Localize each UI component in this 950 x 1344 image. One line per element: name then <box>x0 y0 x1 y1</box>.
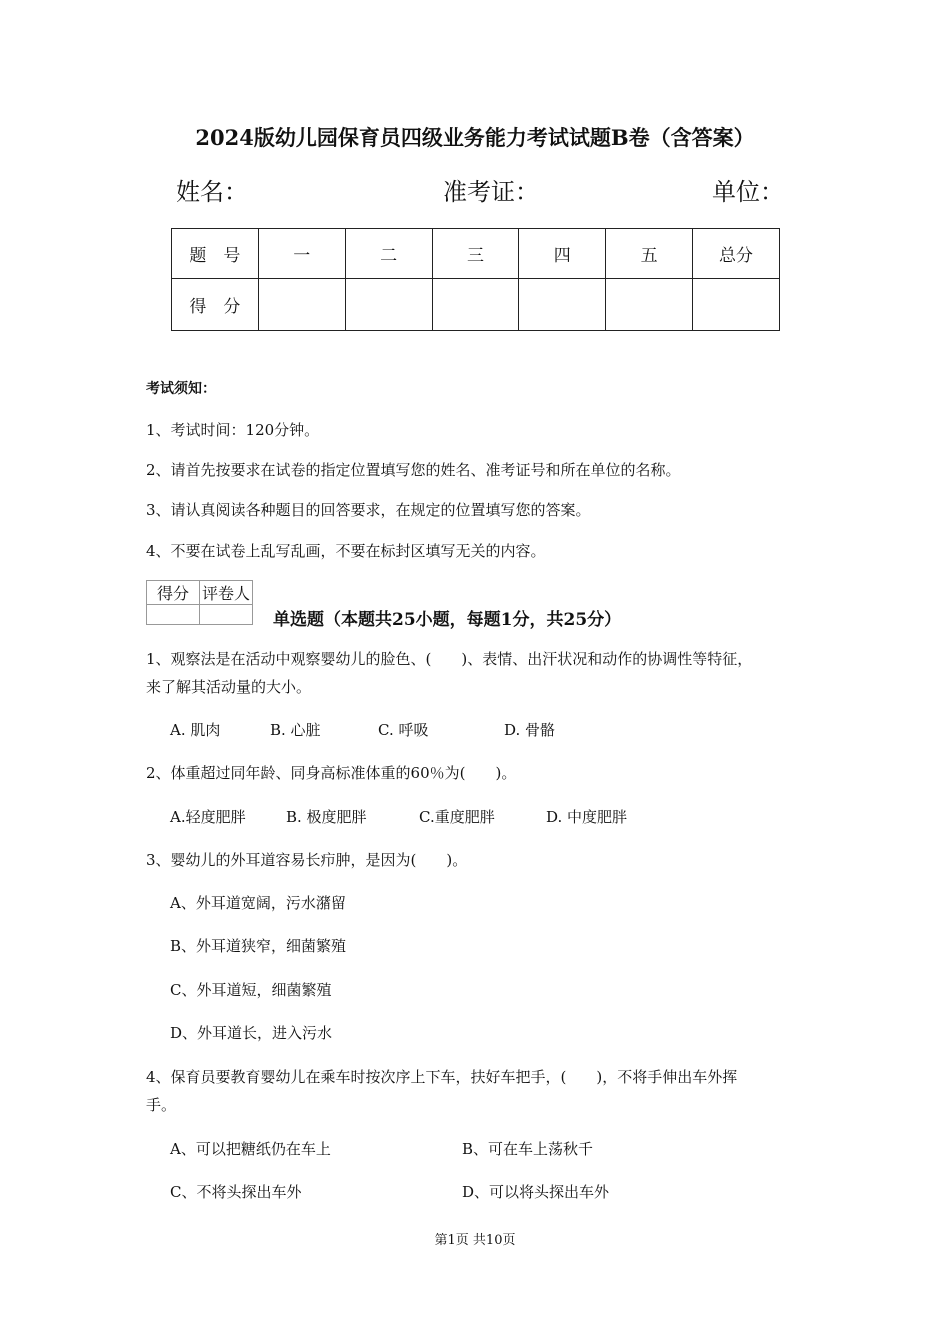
score-table-cell <box>519 279 606 331</box>
notice-title: 考试须知： <box>146 381 216 397</box>
option: A.轻度肥胖 <box>170 808 246 826</box>
document-title: 2024版幼儿园保育员四级业务能力考试试题B卷（含答案） <box>195 125 755 150</box>
option: A. 肌肉 <box>170 721 221 739</box>
notice-item: 2、请首先按要求在试卷的指定位置填写您的姓名、准考证号和所在单位的名称。 <box>146 461 681 479</box>
score-table <box>171 228 780 331</box>
score-table-header-row <box>172 229 780 279</box>
question-text: 4、保育员要教育婴幼儿在乘车时按次序上下车，扶好车把手，( )，不将手伸出车外挥 <box>146 1068 738 1086</box>
option: B、可在车上荡秋千 <box>462 1140 594 1158</box>
grader-box-score-label: 得分 <box>147 581 200 605</box>
score-table-cell: 二 <box>345 229 432 279</box>
option: C、不将头探出车外 <box>170 1183 302 1201</box>
score-table-score-row <box>172 279 780 331</box>
option: D. 骨骼 <box>504 721 556 739</box>
grader-box-grader-label: 评卷人 <box>200 581 253 605</box>
option: C、外耳道短，细菌繁殖 <box>170 981 332 999</box>
option: A、可以把糖纸仍在车上 <box>170 1140 331 1158</box>
score-table-cell: 一 <box>258 229 345 279</box>
score-table-cell <box>345 279 432 331</box>
section-title: 单选题（本题共25小题，每题1分，共25分） <box>273 610 622 630</box>
question-text: 2、体重超过同年龄、同身高标准体重的60％为( )。 <box>146 764 517 782</box>
option: D. 中度肥胖 <box>546 808 628 826</box>
question-text-continued: 手。 <box>146 1096 177 1114</box>
score-table-cell: 题 号 <box>172 229 259 279</box>
option: B. 心脏 <box>270 721 321 739</box>
score-table-cell: 四 <box>519 229 606 279</box>
option: B、外耳道狭窄，细菌繁殖 <box>170 937 347 955</box>
question-text-continued: 来了解其活动量的大小。 <box>146 678 312 696</box>
name-field-label: 姓名： <box>176 178 248 206</box>
score-table-cell: 三 <box>432 229 519 279</box>
grader-box-grader-cell <box>200 605 253 625</box>
grader-box-score-cell <box>147 605 200 625</box>
score-table-cell: 总分 <box>693 229 780 279</box>
question-text: 3、婴幼儿的外耳道容易长疖肿，是因为( )。 <box>146 851 468 869</box>
option: D、外耳道长，进入污水 <box>170 1024 333 1042</box>
score-table-cell: 五 <box>606 229 693 279</box>
option: C. 呼吸 <box>378 721 429 739</box>
exam-id-field-label: 准考证： <box>443 178 539 206</box>
unit-field-label: 单位： <box>712 178 784 206</box>
notice-item: 4、不要在试卷上乱写乱画，不要在标封区填写无关的内容。 <box>146 542 546 560</box>
score-table-cell: 得 分 <box>172 279 259 331</box>
score-table-cell <box>693 279 780 331</box>
notice-item: 3、请认真阅读各种题目的回答要求，在规定的位置填写您的答案。 <box>146 501 591 519</box>
option: C.重度肥胖 <box>419 808 495 826</box>
option: A、外耳道宽阔，污水潴留 <box>170 894 346 912</box>
score-table-cell <box>606 279 693 331</box>
question-text: 1、观察法是在活动中观察婴幼儿的脸色、( )、表情、出汗状况和动作的协调性等特征， <box>146 650 753 668</box>
score-table-cell <box>432 279 519 331</box>
notice-item: 1、考试时间：120分钟。 <box>146 421 320 439</box>
option: B. 极度肥胖 <box>286 808 367 826</box>
page-footer: 第1页 共10页 <box>434 1233 516 1248</box>
grader-box <box>146 580 253 625</box>
score-table-cell <box>258 279 345 331</box>
option: D、可以将头探出车外 <box>462 1183 610 1201</box>
